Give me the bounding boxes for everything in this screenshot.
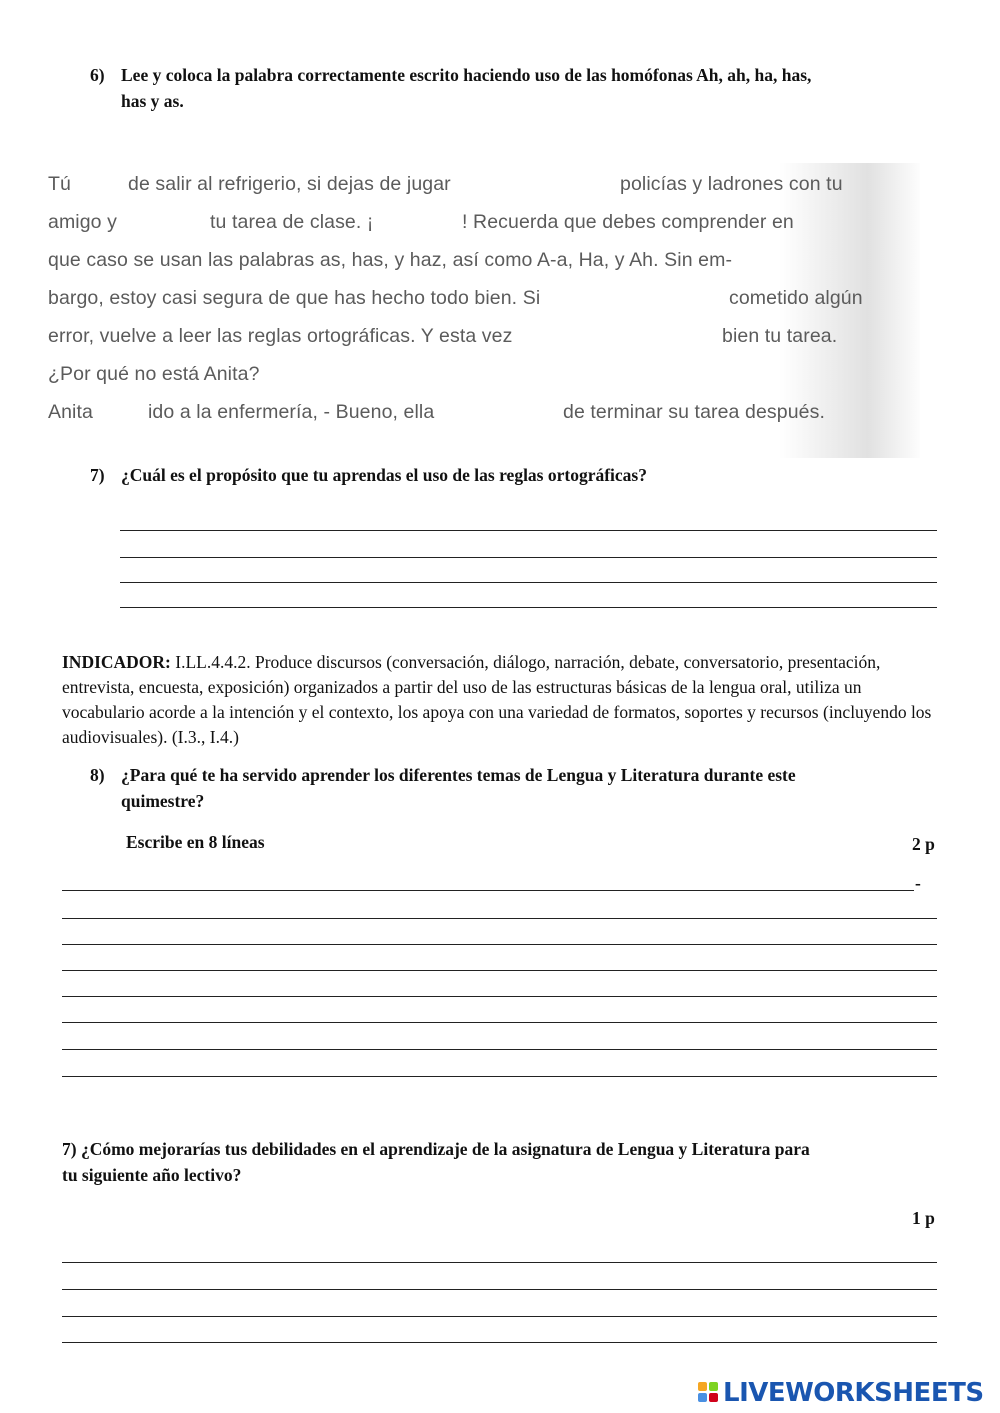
question-8-points: 2 p [912,834,935,854]
answer-line[interactable] [62,1049,937,1050]
answer-line[interactable] [62,1289,937,1290]
answer-line[interactable] [120,557,937,558]
passage-line-6: ¿Por qué no está Anita? [48,363,260,385]
answer-line[interactable] [62,970,937,971]
answer-line-tail: - [915,873,921,893]
question-7a-number: 7) [90,465,105,485]
passage-segment: ido a la enfermería, - Bueno, ella [148,401,435,423]
question-6-number: 6) [90,65,105,85]
answer-line[interactable] [62,1022,937,1023]
question-7b-line2: tu siguiente año lectivo? [62,1165,242,1185]
passage-segment: Tú [48,173,71,195]
answer-line[interactable] [62,1316,937,1317]
answer-line[interactable] [62,1262,937,1263]
answer-line[interactable] [62,944,937,945]
liveworksheets-wordmark: LIVEWORKSHEETS [723,1378,984,1408]
passage-segment: cometido algún [729,287,863,309]
answer-line[interactable] [120,607,937,608]
question-7b [62,1136,962,1192]
question-6-line2: has y as. [121,91,184,111]
passage-segment: de salir al refrigerio, si dejas de jugar [128,173,451,195]
answer-line[interactable] [62,996,937,997]
answer-line[interactable] [120,582,937,583]
answer-line[interactable] [62,1342,937,1343]
answer-line[interactable] [62,1076,937,1077]
passage-segment: de terminar su tarea después. [563,401,825,423]
question-7a [90,462,950,490]
liveworksheets-icon [698,1382,720,1404]
question-7a-text: ¿Cuál es el propósito que tu aprendas el uso de las reglas ortográficas? [121,465,647,485]
passage-segment: tu tarea de clase. ¡ [210,211,374,233]
liveworksheets-logo [698,1378,984,1408]
passage-image [40,163,920,458]
question-7b-line1: 7) ¿Cómo mejorarías tus debilidades en el aprendizaje de la asignatura de Lengua y Literatura para [62,1139,810,1159]
question-6-line1: Lee y coloca la palabra correctamente escrito haciendo uso de las homófonas Ah, ah, ha, has, [121,65,812,85]
passage-segment: bargo, estoy casi segura de que has hecho todo bien. Si [48,287,541,309]
answer-line[interactable] [62,890,914,891]
indicator-text: I.LL.4.4.2. Produce discursos (conversación, diálogo, narración, debate, conversatorio, presentación, entrevista, encuesta, exposición) organizados a partir del uso de las estructuras básicas de la lengua oral, utiliza un vocabulario acorde a la intención y el contexto, los apoya con una variedad de formatos, soportes y recursos (incluyendo los audiovisuales). (I.3., I.4.) [62,652,932,747]
passage-segment: policías y ladrones con tu [620,173,843,195]
question-6 [90,62,950,118]
question-8 [90,762,950,818]
question-8-line2: quimestre? [121,791,205,811]
passage-segment: Anita [48,401,93,423]
question-8-number: 8) [90,765,105,785]
indicator-label: INDICADOR: [62,652,171,672]
question-8-instruction: Escribe en 8 líneas [126,832,265,852]
answer-line[interactable] [120,530,937,531]
passage-segment: bien tu tarea. [722,325,838,347]
question-7b-points: 1 p [912,1208,935,1228]
passage-segment: error, vuelve a leer las reglas ortográficas. Y esta vez [48,325,513,347]
question-8-line1: ¿Para qué te ha servido aprender los diferentes temas de Lengua y Literatura durante este [121,765,796,785]
indicator-paragraph [62,650,942,750]
passage-line-3: que caso se usan las palabras as, has, y haz, así como A-a, Ha, y Ah. Sin em- [48,249,733,271]
passage-segment: amigo y [48,211,117,233]
passage-segment: ! Recuerda que debes comprender en [462,211,794,233]
answer-line[interactable] [62,918,937,919]
